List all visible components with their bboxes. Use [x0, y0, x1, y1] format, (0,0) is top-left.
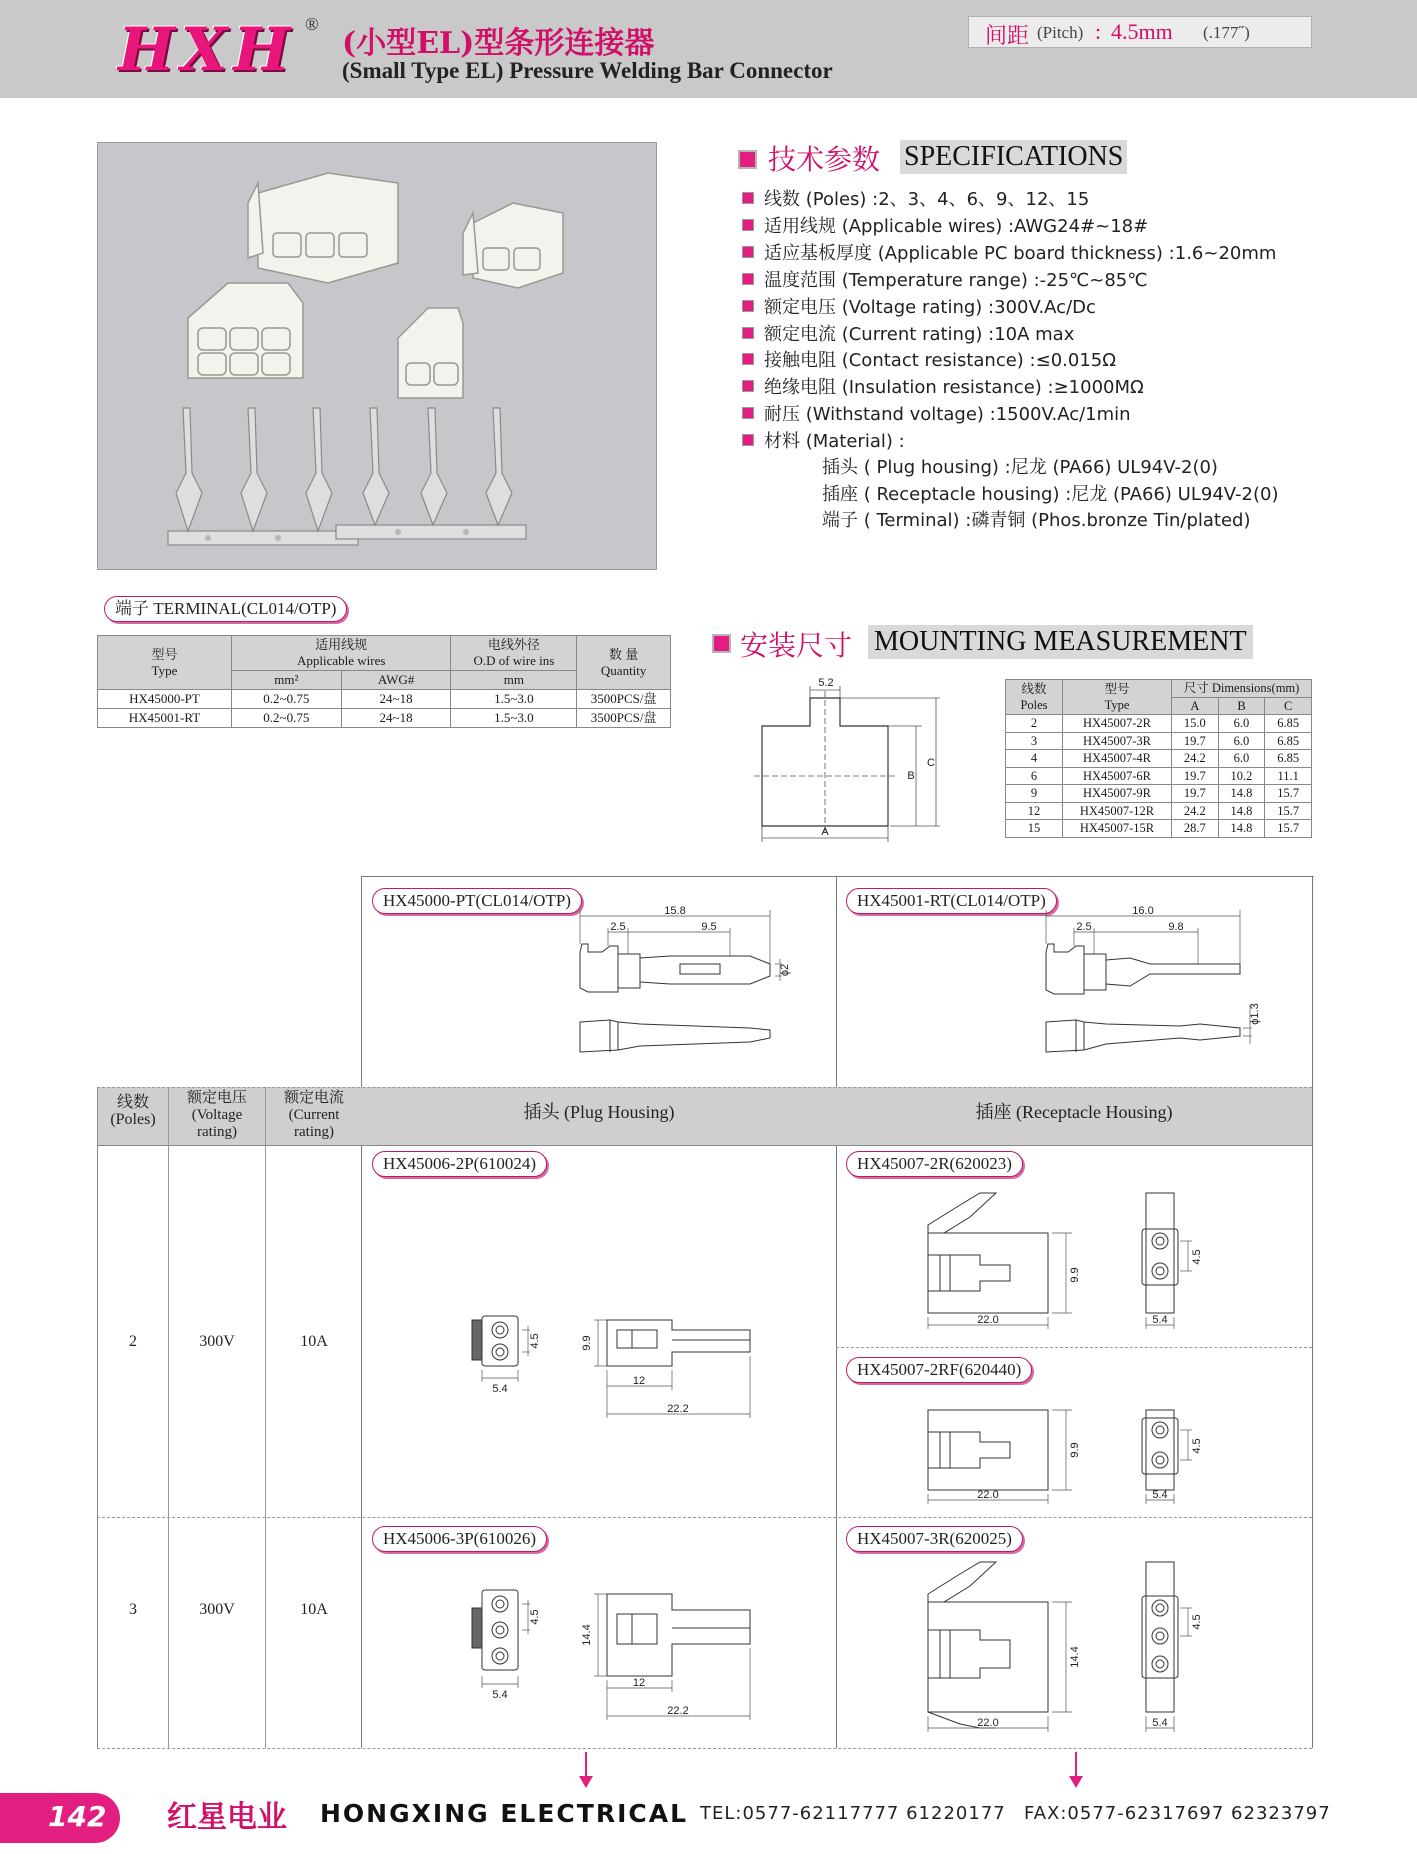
- th-type-en: Type: [151, 662, 178, 678]
- rec-3r-label: HX45007-3R(620025): [846, 1526, 1023, 1552]
- spec-bullet-icon: [742, 380, 754, 392]
- grid-line: [97, 1087, 1312, 1088]
- th-b: B: [1218, 697, 1265, 715]
- title-english: (Small Type EL) Pressure Welding Bar Connector: [342, 58, 833, 83]
- grid-line: [97, 1087, 98, 1748]
- spec-item: 额定电压 (Voltage rating) :300V.Ac/Dc: [764, 297, 1096, 318]
- table-cell: HX45000-PT: [98, 690, 232, 709]
- mount-dim-a: A: [821, 826, 829, 838]
- spec-bullet-icon: [742, 407, 754, 419]
- table-cell: 0.2~0.75: [231, 709, 341, 728]
- pitch-box: [968, 16, 1312, 48]
- th-poles-en: Poles: [1020, 698, 1048, 712]
- rec2f-dim-h: 9.9: [1069, 1442, 1081, 1458]
- table-cell: HX45007-6R: [1063, 767, 1172, 785]
- th-type-cn: 型号: [1104, 681, 1130, 696]
- pt-dim-total: 15.8: [664, 905, 686, 917]
- rec-2r-label: HX45007-2R(620023): [846, 1151, 1023, 1177]
- table-cell: HX45007-12R: [1063, 802, 1172, 820]
- table-row: [1006, 750, 1312, 768]
- spec-item: 耐压 (Withstand voltage) :1500V.Ac/1min: [764, 404, 1131, 425]
- grid-line: [836, 1347, 1312, 1348]
- pitch-label-en: (Pitch): [1037, 23, 1084, 42]
- table-row: [1006, 715, 1312, 733]
- plug2-dim-total: 22.2: [667, 1403, 689, 1415]
- rt-dim-b: 9.8: [1168, 921, 1184, 933]
- table-cell: 24.2: [1172, 750, 1219, 768]
- spec-bullet-icon: [742, 192, 754, 204]
- rec2f-dim-w: 5.4: [1152, 1489, 1168, 1501]
- table-row: [1006, 802, 1312, 820]
- spec-item: 温度范围 (Temperature range) :-25℃~85℃: [764, 270, 1148, 291]
- grid-line: [361, 876, 362, 1748]
- table-cell: 2: [1006, 715, 1063, 733]
- spec-item: 额定电流 (Current rating) :10A max: [764, 324, 1075, 345]
- pitch-inch: (.177˝): [1203, 23, 1250, 42]
- table-cell: HX45001-RT: [98, 709, 232, 728]
- table-cell: HX45007-15R: [1063, 820, 1172, 838]
- row2-voltage: 300V: [199, 1333, 235, 1350]
- mount-dim-top: 5.2: [818, 677, 834, 689]
- th-od-cn: 电线外径: [487, 637, 540, 652]
- company-name-cn: 红星电业: [167, 1800, 287, 1835]
- telephone: TEL:0577-62117777 61220177: [700, 1803, 1006, 1824]
- table-cell: 9: [1006, 785, 1063, 803]
- th-a: A: [1172, 697, 1219, 715]
- col-receptacle-header: 插座 (Receptacle Housing): [975, 1102, 1173, 1122]
- brand-logo: HXH: [118, 15, 296, 85]
- th-qty-en: Quantity: [600, 662, 647, 678]
- table-cell: 6.85: [1265, 732, 1312, 750]
- pitch-label-cn: 间距: [985, 24, 1030, 49]
- table-cell: 24~18: [341, 709, 451, 728]
- table-row: [98, 690, 671, 709]
- material-receptacle: 插座 ( Receptacle housing) :尼龙 (PA66) UL94V-2(0): [822, 484, 1279, 505]
- table-cell: 19.7: [1172, 785, 1219, 803]
- terminal-rt-label: HX45001-RT(CL014/OTP): [846, 888, 1057, 914]
- grid-top-line: [361, 876, 1314, 877]
- table-cell: 14.8: [1218, 785, 1265, 803]
- pitch-colon: :: [1095, 19, 1102, 44]
- table-cell: 14.8: [1218, 802, 1265, 820]
- mount-dim-b: B: [907, 770, 915, 782]
- table-row: [1006, 732, 1312, 750]
- plug-3p-drawing: [462, 1580, 762, 1730]
- table-cell: 19.7: [1172, 767, 1219, 785]
- th-type-cn: 型号: [151, 646, 178, 662]
- table-cell: 6.85: [1265, 715, 1312, 733]
- pt-dim-b: 9.5: [701, 921, 717, 933]
- pt-dim-a: 2.5: [610, 921, 626, 933]
- mounting-heading-cn: 安装尺寸: [740, 629, 853, 662]
- table-cell: 11.1: [1265, 767, 1312, 785]
- title-chinese: (小型EL)型条形连接器: [342, 26, 655, 61]
- spec-bullet-icon: [742, 353, 754, 365]
- spec-bullet-icon: [742, 219, 754, 231]
- terminal-label: 端子 TERMINAL(CL014/OTP): [104, 596, 347, 622]
- th-qty-cn: 数 量: [609, 646, 639, 662]
- plug3-dim-total: 22.2: [667, 1705, 689, 1717]
- plug3-dim-w: 5.4: [492, 1689, 508, 1701]
- rec3-dim-w: 5.4: [1152, 1717, 1168, 1729]
- spec-item: 绝缘电阻 (Insulation resistance) :≥1000MΩ: [764, 377, 1144, 398]
- plug2-dim-w: 5.4: [492, 1383, 508, 1395]
- plug2-dim-h: 9.9: [581, 1335, 593, 1351]
- table-cell: 24~18: [341, 690, 451, 709]
- rec-2rf-label: HX45007-2RF(620440): [846, 1357, 1032, 1383]
- section-bullet-icon: [738, 150, 757, 169]
- mounting-table: [1005, 679, 1312, 838]
- rt-dim-a: 2.5: [1076, 921, 1092, 933]
- terminal-rt-drawing: [1040, 904, 1270, 1074]
- table-cell: 15.7: [1265, 785, 1312, 803]
- th-poles-cn: 线数: [1021, 681, 1047, 696]
- rec2-dim-len: 22.0: [977, 1314, 999, 1326]
- table-cell: 24.2: [1172, 802, 1219, 820]
- table-cell: 3500PCS/盘: [577, 690, 671, 709]
- plug-3p-label: HX45006-3P(610026): [372, 1526, 547, 1552]
- table-cell: HX45007-2R: [1063, 715, 1172, 733]
- row3-current: 10A: [300, 1601, 328, 1618]
- product-photo-drawing: [98, 143, 656, 569]
- mount-dim-c: C: [927, 757, 935, 769]
- table-cell: 6.0: [1218, 732, 1265, 750]
- table-cell: HX45007-9R: [1063, 785, 1172, 803]
- th-mm: mm: [451, 671, 577, 690]
- col-voltage-header: 额定电压 (Voltage rating): [186, 1090, 247, 1140]
- table-cell: 3500PCS/盘: [577, 709, 671, 728]
- th-wires-en: Applicable wires: [296, 653, 386, 668]
- registered-mark: ®: [305, 14, 319, 34]
- grid-line: [836, 876, 837, 1748]
- pt-dim-d: ϕ2: [779, 963, 791, 977]
- rec-3r-drawing: [900, 1558, 1240, 1734]
- spec-bullet-icon: [742, 273, 754, 285]
- arrow-down-icon: [576, 1752, 596, 1790]
- spec-bullet-icon: [742, 246, 754, 258]
- rec2-dim-h: 9.9: [1069, 1267, 1081, 1283]
- grid-line: [1312, 876, 1313, 1748]
- spec-bullet-icon: [742, 327, 754, 339]
- spec-item: 线数 (Poles) :2、3、4、6、9、12、15: [764, 189, 1090, 210]
- fax: FAX:0577-62317697 62323797: [1024, 1803, 1331, 1824]
- rec-2r-drawing: [900, 1185, 1240, 1335]
- table-cell: 28.7: [1172, 820, 1219, 838]
- table-row: [1006, 767, 1312, 785]
- table-cell: 19.7: [1172, 732, 1219, 750]
- material-plug: 插头 ( Plug housing) :尼龙 (PA66) UL94V-2(0): [822, 457, 1218, 478]
- terminal-table: [97, 635, 671, 728]
- rec3-dim-h: 14.4: [1069, 1646, 1081, 1668]
- row3-poles: 3: [129, 1601, 137, 1618]
- terminal-pt-label: HX45000-PT(CL014/OTP): [372, 888, 582, 914]
- table-cell: 15.7: [1265, 802, 1312, 820]
- table-row: [98, 709, 671, 728]
- col-current-header: 额定电流 (Current rating): [283, 1090, 344, 1140]
- table-cell: 14.8: [1218, 820, 1265, 838]
- product-photo: [97, 142, 657, 570]
- grid-line: [97, 1145, 1312, 1146]
- plug-2p-drawing: [462, 1300, 762, 1430]
- mounting-drawing: [740, 676, 950, 846]
- col-poles-header: 线数 (Poles): [110, 1094, 156, 1128]
- grid-line: [265, 1087, 266, 1748]
- th-mm2: mm²: [231, 671, 341, 690]
- grid-line: [97, 1517, 1312, 1518]
- table-row: [1006, 820, 1312, 838]
- rec2f-dim-len: 22.0: [977, 1489, 999, 1501]
- table-cell: 4: [1006, 750, 1063, 768]
- th-awg: AWG#: [341, 671, 451, 690]
- rec2f-dim-pitch: 4.5: [1191, 1438, 1203, 1454]
- table-cell: 6.85: [1265, 750, 1312, 768]
- table-cell: HX45007-3R: [1063, 732, 1172, 750]
- th-od-en: O.D of wire ins: [473, 653, 555, 668]
- specs-heading-cn: 技术参数: [768, 143, 881, 176]
- table-row: [1006, 785, 1312, 803]
- row2-poles: 2: [129, 1333, 137, 1350]
- spec-bullet-icon: [742, 434, 754, 446]
- company-name-en: HONGXING ELECTRICAL: [320, 1799, 689, 1828]
- pitch-value: 4.5mm: [1111, 19, 1173, 44]
- th-c: C: [1265, 697, 1312, 715]
- rec3-dim-pitch: 4.5: [1191, 1614, 1203, 1630]
- table-cell: 6: [1006, 767, 1063, 785]
- rt-dim-total: 16.0: [1132, 905, 1154, 917]
- plug2-dim-len: 12: [632, 1375, 646, 1387]
- table-cell: HX45007-4R: [1063, 750, 1172, 768]
- plug3-dim-len: 12: [632, 1677, 646, 1689]
- rec-2rf-drawing: [900, 1398, 1240, 1506]
- terminal-pt-drawing: [570, 904, 800, 1074]
- spec-item: 接触电阻 (Contact resistance) :≤0.015Ω: [764, 350, 1116, 371]
- arrow-down-icon: [1066, 1752, 1086, 1790]
- spec-bullet-icon: [742, 300, 754, 312]
- section-bullet-icon: [712, 634, 731, 653]
- table-cell: 15.7: [1265, 820, 1312, 838]
- table-cell: 1.5~3.0: [451, 690, 577, 709]
- spec-item: 适应基板厚度 (Applicable PC board thickness) :1.6~20mm: [764, 243, 1277, 264]
- col-plug-header: 插头 (Plug Housing): [523, 1102, 675, 1122]
- grid-line: [97, 1748, 1312, 1749]
- rt-dim-d: ϕ1.3: [1249, 1003, 1261, 1025]
- table-cell: 0.2~0.75: [231, 690, 341, 709]
- spec-item: 材料 (Material) :: [764, 431, 905, 452]
- mounting-heading-en: MOUNTING MEASUREMENT: [868, 625, 1253, 659]
- table-cell: 15: [1006, 820, 1063, 838]
- row2-current: 10A: [300, 1333, 328, 1350]
- plug-2p-label: HX45006-2P(610024): [372, 1151, 547, 1177]
- plug3-dim-pitch: 4.5: [529, 1609, 541, 1625]
- table-cell: 12: [1006, 802, 1063, 820]
- grid-line: [168, 1087, 169, 1748]
- rec3-dim-len: 22.0: [977, 1717, 999, 1729]
- table-cell: 15.0: [1172, 715, 1219, 733]
- th-dims: 尺寸 Dimensions(mm): [1172, 680, 1312, 698]
- material-terminal: 端子 ( Terminal) :磷青铜 (Phos.bronze Tin/plated): [822, 510, 1251, 531]
- specs-heading-en: SPECIFICATIONS: [900, 140, 1127, 174]
- table-cell: 1.5~3.0: [451, 709, 577, 728]
- th-type-en: Type: [1104, 698, 1130, 712]
- th-wires-cn: 适用线规: [315, 637, 368, 652]
- rec2-dim-pitch: 4.5: [1191, 1249, 1203, 1265]
- table-cell: 6.0: [1218, 715, 1265, 733]
- rec2-dim-w: 5.4: [1152, 1314, 1168, 1326]
- row3-voltage: 300V: [199, 1601, 235, 1618]
- table-cell: 3: [1006, 732, 1063, 750]
- table-cell: 10.2: [1218, 767, 1265, 785]
- page-number: 142: [48, 1800, 107, 1833]
- plug3-dim-h: 14.4: [581, 1624, 593, 1646]
- plug2-dim-pitch: 4.5: [529, 1333, 541, 1349]
- spec-item: 适用线规 (Applicable wires) :AWG24#~18#: [764, 216, 1149, 237]
- table-cell: 6.0: [1218, 750, 1265, 768]
